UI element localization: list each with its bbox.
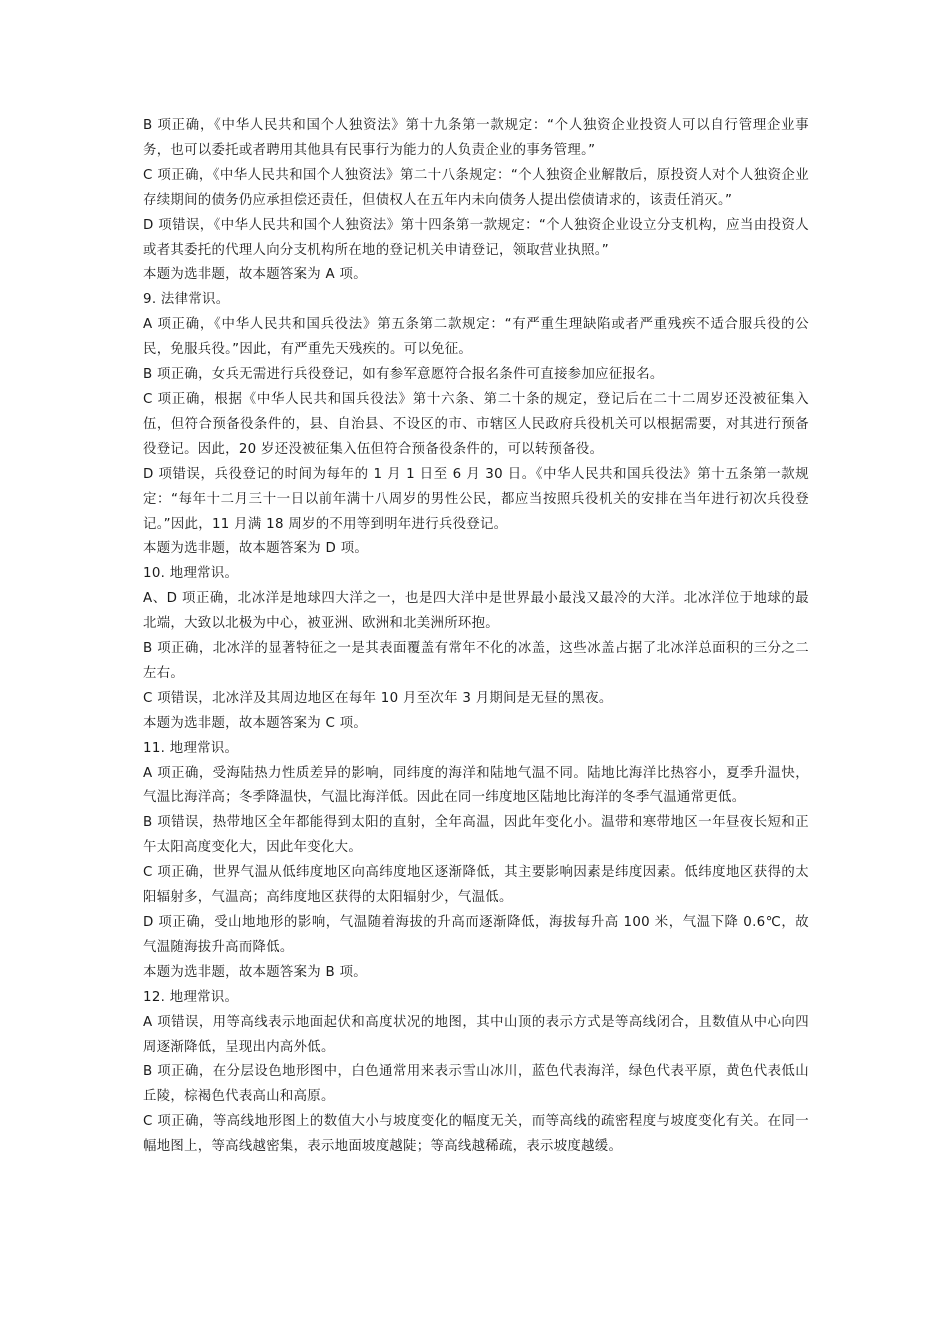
paragraph-q11-answer: 本题为选非题，故本题答案为 B 项。 <box>143 964 367 980</box>
paragraph-q9-option-a: A 项正确，《中华人民共和国兵役法》第五条第二款规定：“有严重生理缺陷或者严重残疾不适合服兵役的公民，免服兵役。”因此，有严重先天残疾的。可以免征。 <box>143 317 809 358</box>
paragraph-q12-option-c: C 项正确，等高线地形图上的数值大小与坡度变化的幅度无关，而等高线的疏密程度与坡度变化有关。在同一幅地图上，等高线越密集，表示地面坡度越陡；等高线越稀疏，表示坡度越缓。 <box>143 1114 809 1155</box>
paragraph-q10-option-ad: A、D 项正确，北冰洋是地球四大洋之一，也是四大洋中是世界最小最浅又最冷的大洋。北冰洋位于地球的最北端，大致以北极为中心，被亚洲、欧洲和北美洲所环抱。 <box>143 591 809 632</box>
paragraph-q10-option-b: B 项正确，北冰洋的显著特征之一是其表面覆盖有常年不化的冰盖，这些冰盖占据了北冰洋总面积的三分之二左右。 <box>143 641 809 681</box>
paragraph-q8-option-b: B 项正确，《中华人民共和国个人独资法》第十九条第一款规定：“个人独资企业投资人可以自行管理企业事务，也可以委托或者聘用其他具有民事行为能力的人负责企业的事务管理。” <box>143 118 809 158</box>
paragraph-q12-option-a: A 项错误，用等高线表示地面起伏和高度状况的地图，其中山顶的表示方式是等高线闭合，且数值从中心向四周逐渐降低，呈现出内高外低。 <box>143 1014 809 1055</box>
paragraph-q8-option-c: C 项正确，《中华人民共和国个人独资法》第二十八条规定：“个人独资企业解散后，原投资人对个人独资企业存续期间的债务仍应承担偿还责任，但债权人在五年内未向债务人提出偿债请求的，该责任消灭。” <box>143 167 809 208</box>
paragraph-q9-option-d: D 项错误，兵役登记的时间为每年的 1 月 1 日至 6 月 30 日。《中华人民共和国兵役法》第十五条第一款规定：“每年十二月三十一日以前年满十八周岁的男性公民，都应当按照兵役机关的安排在当年进行初次兵役登记。”因此，11 月满 18 周岁的不用等到明年进行兵役登记。 <box>143 466 809 532</box>
heading-q10: 10. 地理常识。 <box>143 566 239 582</box>
paragraph-q10-option-c: C 项错误，北冰洋及其周边地区在每年 10 月至次年 3 月期间是无昼的黑夜。 <box>143 690 613 706</box>
heading-q12: 12. 地理常识。 <box>143 989 239 1005</box>
paragraph-q10-answer: 本题为选非题，故本题答案为 C 项。 <box>143 715 368 731</box>
heading-q9: 9. 法律常识。 <box>143 292 230 308</box>
document-body <box>143 114 809 1160</box>
paragraph-q11-option-a: A 项正确，受海陆热力性质差异的影响，同纬度的海洋和陆地气温不同。陆地比海洋比热容小，夏季升温快，气温比海洋高；冬季降温快，气温比海洋低。因此在同一纬度地区陆地比海洋的冬季气温通常更低。 <box>143 765 809 806</box>
paragraph-q9-option-c: C 项正确，根据《中华人民共和国兵役法》第十六条、第二十条的规定，登记后在二十二周岁还没被征集入伍，但符合预备役条件的，县、自治县、不设区的市、市辖区人民政府兵役机关可以根据需要，对其进行预备役登记。因此，20 岁还没被征集入伍但符合预备役条件的，可以转预备役。 <box>143 391 809 457</box>
paragraph-q11-option-c: C 项正确，世界气温从低纬度地区向高纬度地区逐渐降低，其主要影响因素是纬度因素。低纬度地区获得的太阳辐射多，气温高；高纬度地区获得的太阳辐射少，气温低。 <box>143 865 809 906</box>
paragraph-q9-option-b: B 项正确，女兵无需进行兵役登记，如有参军意愿符合报名条件可直接参加应征报名。 <box>143 367 664 383</box>
paragraph-q11-option-b: B 项错误，热带地区全年都能得到太阳的直射，全年高温，因此年变化小。温带和寒带地区一年昼夜长短和正午太阳高度变化大，因此年变化大。 <box>143 815 809 856</box>
paragraph-q9-answer: 本题为选非题，故本题答案为 D 项。 <box>143 541 369 557</box>
heading-q11: 11. 地理常识。 <box>143 740 239 756</box>
paragraph-q12-option-b: B 项正确，在分层设色地形图中，白色通常用来表示雪山冰川，蓝色代表海洋，绿色代表平原，黄色代表低山丘陵，棕褐色代表高山和高原。 <box>143 1064 809 1105</box>
paragraph-q8-answer: 本题为选非题，故本题答案为 A 项。 <box>143 267 367 283</box>
paragraph-q8-option-d: D 项错误，《中华人民共和国个人独资法》第十四条第一款规定：“个人独资企业设立分支机构，应当由投资人或者其委托的代理人向分支机构所在地的登记机关申请登记，领取营业执照。” <box>143 217 809 258</box>
paragraph-q11-option-d: D 项正确，受山地地形的影响，气温随着海拔的升高而逐渐降低，海拔每升高 100 米，气温下降 0.6℃，故气温随海拔升高而降低。 <box>143 915 809 955</box>
